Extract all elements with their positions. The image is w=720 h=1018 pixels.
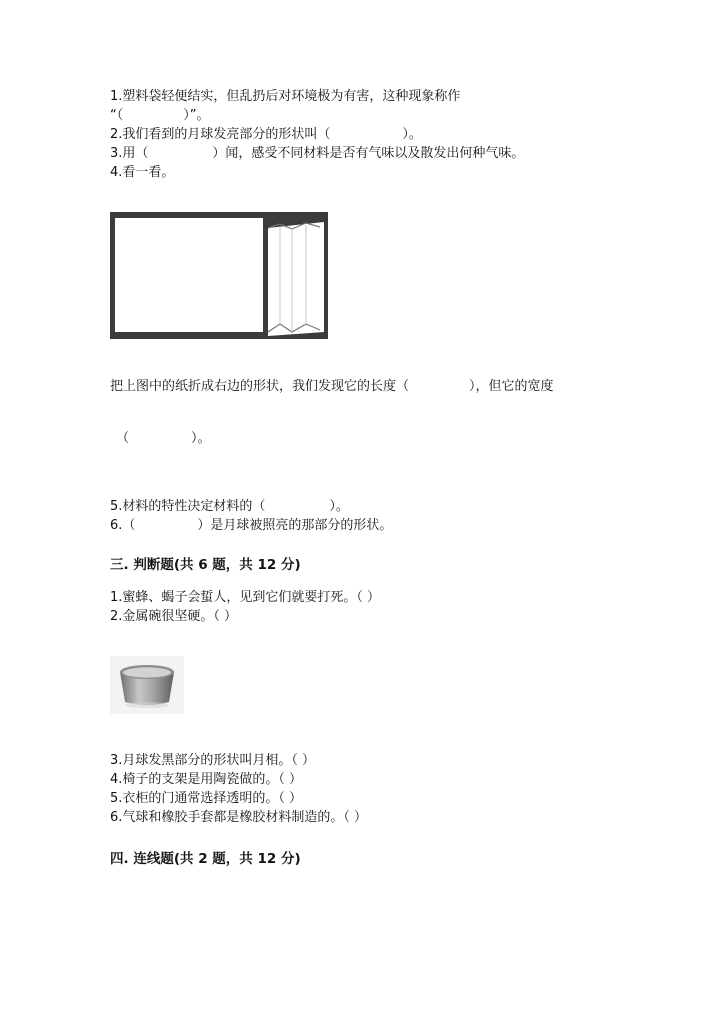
s3-q5: 5.衣柜的门通常选择透明的。（ ）	[110, 791, 303, 806]
q6-open: 6.（	[110, 518, 136, 533]
q3-open: 3.用（	[110, 146, 149, 161]
q5-text: 5.材料的特性决定材料的（	[110, 499, 266, 514]
paper-fold-figure	[110, 212, 328, 339]
q5-line	[110, 499, 349, 515]
q3-line	[110, 146, 524, 162]
q4-sentence: 把上图中的纸折成右边的形状，我们发现它的长度（	[110, 379, 410, 394]
q1-close: ）”。	[183, 108, 210, 123]
q4-line2-close: ）。	[191, 431, 211, 446]
q2-close: ）。	[402, 127, 422, 142]
q4-sentence-mid: ），但它的宽度	[469, 379, 554, 394]
q4-text: 4.看一看。	[110, 165, 175, 180]
q4-line2-open: （	[116, 431, 130, 446]
section4-heading: 四. 连线题(共 2 题，共 12 分)	[110, 851, 301, 867]
q6-line	[110, 518, 392, 534]
q1-line2	[110, 108, 210, 124]
q2-line	[110, 127, 422, 143]
q2-text: 2.我们看到的月球发亮部分的形状叫（	[110, 127, 331, 142]
flat-paper	[115, 218, 263, 332]
bowl-inside	[123, 667, 171, 677]
q4-sentence-line2	[116, 431, 211, 447]
q4-line	[110, 165, 174, 181]
q3-text: ）闻，感受不同材料是否有气味以及散发出何种气味。	[212, 146, 525, 161]
s3-q4: 4.椅子的支架是用陶瓷做的。（ ）	[110, 772, 303, 787]
metal-bowl-image	[110, 656, 184, 714]
q1-text: 1.塑料袋轻便结实，但乱扔后对环境极为有害，这种现象称作	[110, 89, 461, 104]
q4-sentence-line1	[110, 379, 554, 395]
q1-open: “（	[110, 108, 124, 123]
q6-text: ）是月球被照亮的那部分的形状。	[197, 518, 393, 533]
q5-close: ）。	[329, 499, 349, 514]
bowl-shadow	[125, 702, 169, 708]
section3-heading: 三. 判断题(共 6 题，共 12 分)	[110, 557, 301, 573]
s3-q1: 1.蜜蜂、蝎子会蜇人，见到它们就要打死。（ ）	[110, 590, 381, 605]
folded-paper	[268, 222, 324, 336]
q1-line1	[110, 89, 460, 105]
s3-q3: 3.月球发黑部分的形状叫月相。（ ）	[110, 753, 316, 768]
s3-q6: 6.气球和橡胶手套都是橡胶材料制造的。（ ）	[110, 810, 368, 825]
s3-q2: 2.金属碗很坚硬。（ ）	[110, 609, 238, 624]
